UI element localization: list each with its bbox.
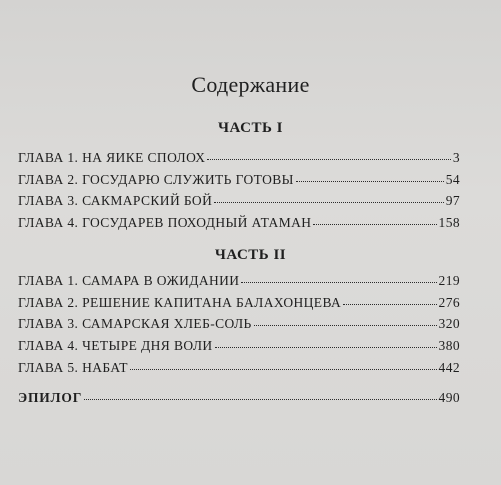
toc-entry-epilogue xyxy=(18,390,460,412)
toc-entry xyxy=(18,360,460,382)
page-number: 320 xyxy=(438,316,460,332)
page-number: 54 xyxy=(445,171,460,187)
part-heading-1: ЧАСТЬ I xyxy=(218,120,283,136)
dot-leader xyxy=(84,398,436,400)
page-title: Содержание xyxy=(191,72,310,97)
page-number: 442 xyxy=(438,359,460,375)
chapter-title: ГЛАВА 3. САКМАРСКИЙ БОЙ xyxy=(18,193,213,209)
chapter-title: ГЛАВА 3. САМАРСКАЯ ХЛЕБ-СОЛЬ xyxy=(18,316,252,332)
chapter-title: ГЛАВА 1. САМАРА В ОЖИДАНИИ xyxy=(18,273,240,288)
chapter-title: ГЛАВА 4. ЧЕТЫРЕ ДНЯ ВОЛИ xyxy=(18,338,213,354)
dot-leader xyxy=(241,281,436,283)
toc-entry xyxy=(18,215,460,237)
dot-leader xyxy=(130,368,437,370)
page-number: 490 xyxy=(438,390,460,405)
part-heading-2: ЧАСТЬ II xyxy=(214,247,287,263)
toc-entry xyxy=(18,172,460,194)
page-number: 276 xyxy=(438,294,460,310)
toc-epilogue xyxy=(18,390,460,412)
toc-part-1 xyxy=(18,150,460,237)
dot-leader xyxy=(254,324,437,326)
chapter-title: ГЛАВА 2. РЕШЕНИЕ КАПИТАНА БАЛАХОНЦЕВА xyxy=(18,294,342,310)
toc-entry xyxy=(18,338,460,360)
toc-entry xyxy=(18,193,460,215)
chapter-title: ГЛАВА 4. ГОСУДАРЕВ ПОХОДНЫЙ АТАМАН xyxy=(18,215,312,231)
page-number: 3 xyxy=(452,150,460,165)
dot-leader xyxy=(343,303,436,305)
dot-leader xyxy=(207,158,450,160)
page-number: 97 xyxy=(445,193,460,209)
dot-leader xyxy=(214,201,443,203)
page-number: 380 xyxy=(438,338,460,354)
toc-entry xyxy=(18,295,460,317)
chapter-title: ГЛАВА 5. НАБАТ xyxy=(18,359,128,375)
dot-leader xyxy=(215,346,437,348)
epilogue-title: ЭПИЛОГ xyxy=(18,390,83,405)
page-number: 158 xyxy=(438,215,460,231)
toc-entry xyxy=(18,316,460,338)
toc-entry xyxy=(18,273,460,295)
page-number: 219 xyxy=(438,273,460,288)
dot-leader xyxy=(313,223,436,225)
toc-part-2 xyxy=(18,273,460,381)
toc-entry xyxy=(18,150,460,172)
dot-leader xyxy=(296,180,444,182)
chapter-title: ГЛАВА 2. ГОСУДАРЮ СЛУЖИТЬ ГОТОВЫ xyxy=(18,171,294,187)
chapter-title: ГЛАВА 1. НА ЯИКЕ СПОЛОХ xyxy=(18,150,206,165)
